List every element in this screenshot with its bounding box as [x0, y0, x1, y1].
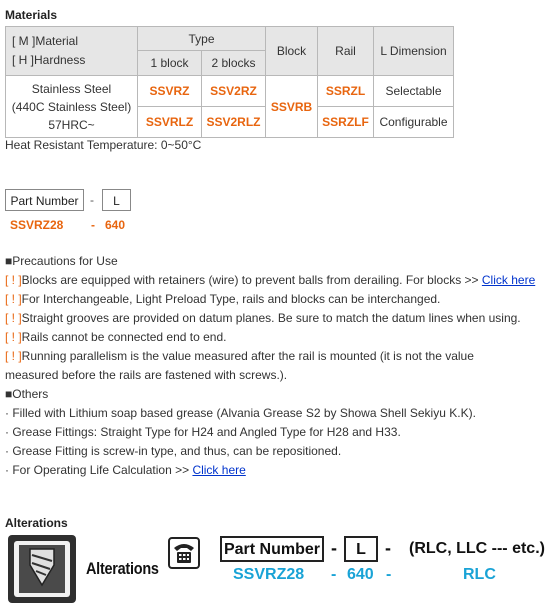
part-code-cell: SSVRLZ	[138, 107, 202, 138]
precaution-item	[5, 292, 440, 306]
block-header: Block	[266, 27, 318, 76]
warning-marker: [ ! ]	[5, 349, 22, 363]
l-dimension-cell: Selectable	[374, 76, 454, 107]
material-hardness-header	[6, 27, 138, 76]
rail-header: Rail	[318, 27, 374, 76]
example-l-value: 640	[105, 218, 126, 232]
alteration-example-dash: -	[331, 566, 337, 583]
one-block-header: 1 block	[138, 51, 202, 76]
alteration-dash: -	[385, 538, 391, 558]
part-code-cell: SSVRZ	[138, 76, 202, 107]
rail-code-cell: SSRZL	[318, 76, 374, 107]
precaution-text: Straight grooves are provided on datum planes. Be sure to match the datum lines when using.	[21, 311, 521, 325]
materials-table	[5, 26, 454, 138]
precaution-text: Running parallelism is the value measured after the rail is mounted (it is not the value	[21, 349, 474, 363]
blocks-click-here-link[interactable]: Click here	[481, 273, 536, 287]
warning-marker: [ ! ]	[5, 311, 22, 325]
precaution-text: Blocks are equipped with retainers (wire) to prevent balls from derailing. For blocks >>	[21, 273, 482, 287]
l-dimension-header: L Dimension	[374, 27, 454, 76]
operating-life-click-here-link[interactable]: Click here	[192, 463, 246, 477]
others-item: · Filled with Lithium soap based grease (Alvania Grease S2 by Showa Shell Sekiyu K.K).	[5, 406, 476, 420]
precaution-item-continued: measured before the rails are fastened with screws.).	[5, 368, 288, 382]
example-part-number: SSVRZ28	[10, 218, 64, 232]
precautions-heading: ■Precautions for Use	[5, 254, 118, 268]
precaution-item	[5, 349, 474, 363]
phone-inquiry-icon	[168, 537, 200, 569]
precaution-text: Rails cannot be connected end to end.	[21, 330, 227, 344]
warning-marker: [ ! ]	[5, 330, 22, 344]
part-number-box: Part Number	[5, 189, 84, 211]
material-line: 57HRC~	[48, 117, 95, 132]
alteration-dash: -	[331, 538, 337, 558]
alterations-drill-icon	[8, 535, 76, 603]
l-dimension-cell: Configurable	[374, 107, 454, 138]
others-item	[5, 463, 246, 477]
part-code-cell: SSV2RZ	[202, 76, 266, 107]
alterations-title: Alterations	[86, 559, 159, 578]
hardness-header-label: [ H ]Hardness	[12, 53, 86, 67]
others-item: · Grease Fitting is screw-in type, and thus, can be repositioned.	[5, 444, 342, 458]
rail-code-cell: SSRZLF	[318, 107, 374, 138]
alterations-heading: Alterations	[5, 516, 68, 530]
alteration-example-part: SSVRZ28	[233, 566, 305, 583]
alteration-part-number-box: Part Number	[220, 536, 324, 562]
alteration-example-dash: -	[386, 566, 392, 583]
material-line: Stainless Steel	[31, 81, 112, 96]
warning-marker: [ ! ]	[5, 273, 22, 287]
block-code-cell: SSVRB	[266, 76, 318, 138]
material-line: (440C Stainless Steel)	[11, 99, 132, 114]
example-dash: -	[91, 218, 95, 232]
materials-heading: Materials	[5, 8, 58, 22]
precaution-item	[5, 330, 227, 344]
type-header: Type	[138, 27, 266, 51]
part-number-dash: -	[90, 193, 94, 207]
warning-marker: [ ! ]	[5, 292, 22, 306]
others-heading: ■Others	[5, 387, 49, 401]
others-item: · Grease Fittings: Straight Type for H24 and Angled Type for H28 and H33.	[5, 425, 401, 439]
material-cell	[6, 76, 138, 138]
precaution-item	[5, 311, 521, 325]
precaution-text: For Interchangeable, Light Preload Type, rails and blocks can be interchanged.	[21, 292, 441, 306]
alteration-options-label: (RLC, LLC --- etc.)	[409, 540, 545, 557]
precaution-item	[5, 273, 535, 287]
alteration-example-option: RLC	[463, 566, 496, 583]
heat-resistance-note: Heat Resistant Temperature: 0~50°C	[5, 138, 202, 152]
part-code-cell: SSV2RLZ	[202, 107, 266, 138]
l-box: L	[102, 189, 131, 211]
others-text: · For Operating Life Calculation >>	[5, 463, 193, 477]
material-header-label: [ M ]Material	[12, 34, 79, 48]
alteration-example-l: 640	[347, 566, 374, 583]
alteration-l-box: L	[344, 536, 378, 562]
two-blocks-header: 2 blocks	[202, 51, 266, 76]
